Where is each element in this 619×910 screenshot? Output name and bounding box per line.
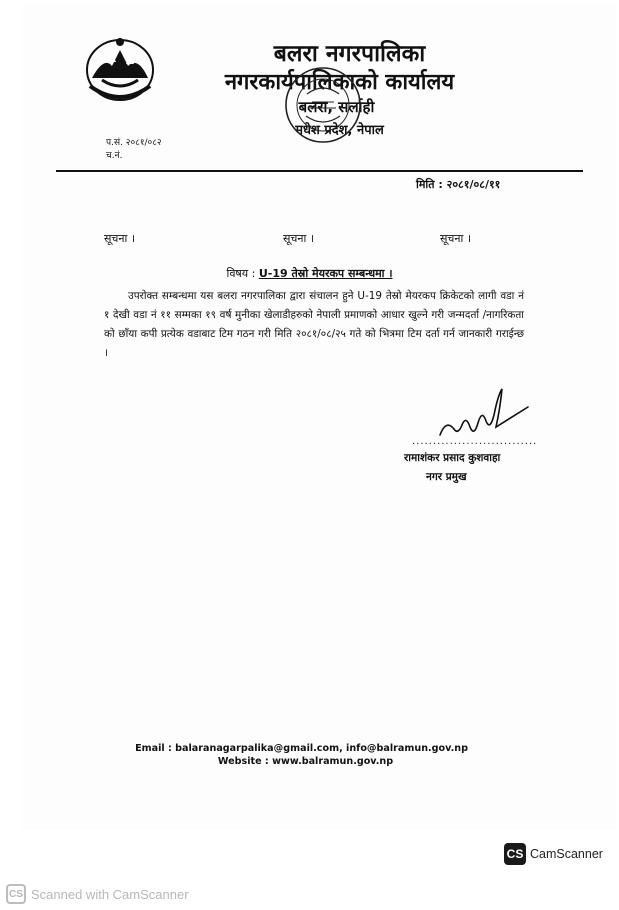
signatory-title: नगर प्रमुख xyxy=(426,471,467,483)
office-name: नगरकार्यपालिकाको कार्यालय xyxy=(224,70,455,95)
reference-block xyxy=(106,137,162,163)
subject-label: विषय : xyxy=(226,267,259,280)
reference-number: प.सं. २०८१/०८२ xyxy=(106,138,162,148)
camscanner-badge xyxy=(504,843,603,865)
letter-date: मिति : २०८१/०८/११ xyxy=(416,178,501,191)
header-divider xyxy=(56,170,583,172)
body-paragraph xyxy=(104,287,524,363)
subject-line xyxy=(0,266,619,281)
dispatch-number: च.नं. xyxy=(106,151,123,161)
camscanner-watermark-icon: CS xyxy=(6,884,26,904)
body-text: उपरोक्त सम्बन्धमा यस बलरा नगरपालिका द्वारा संचालन हुने U-19 तेस्रो मेयरकप क्रिकेटको लागी वडा नं १ देखी वडा नं ११ सम्मका १९ वर्ष मुनीका खेलाडीहरुको नेपाली प्रमाणको आधार खुल्ने गरी जन्मदर्ता /नागरिकता को छाँया कपी प्रत्येक वडाबाट टिम गठन गरी मिति २०८१/०८/२५ गते को भित्रमा टिम दर्ता गर्न जानकारी गराईन्छ । xyxy=(104,290,524,359)
camscanner-logo-icon: CS xyxy=(504,843,526,865)
footer-email: Email : balaranagarpalika@gmail.com, info@balramun.gov.np xyxy=(135,743,468,754)
municipality-name: बलरा नगरपालिका xyxy=(273,41,426,67)
office-seal-stamp xyxy=(282,64,364,146)
signatory-name: रामाशंकर प्रसाद कुशवाहा xyxy=(404,452,501,464)
notice-label-right: सूचना । xyxy=(440,232,472,245)
notice-label-center: सूचना । xyxy=(283,232,315,245)
office-province: मधेश प्रदेश, नेपाल xyxy=(295,123,384,138)
footer-website: Website : www.balramun.gov.np xyxy=(217,756,394,767)
subject-text: U-19 तेस्रो मेयरकप सम्बन्धमा । xyxy=(258,267,393,280)
camscanner-label: CamScanner xyxy=(530,847,603,861)
notice-label-left: सूचना । xyxy=(104,232,136,245)
signature-dotted-line: .............................. xyxy=(412,436,538,447)
scanner-watermark xyxy=(6,884,189,904)
watermark-text: Scanned with CamScanner xyxy=(31,886,189,902)
office-city: बलरा, सर्लाही xyxy=(298,98,375,116)
